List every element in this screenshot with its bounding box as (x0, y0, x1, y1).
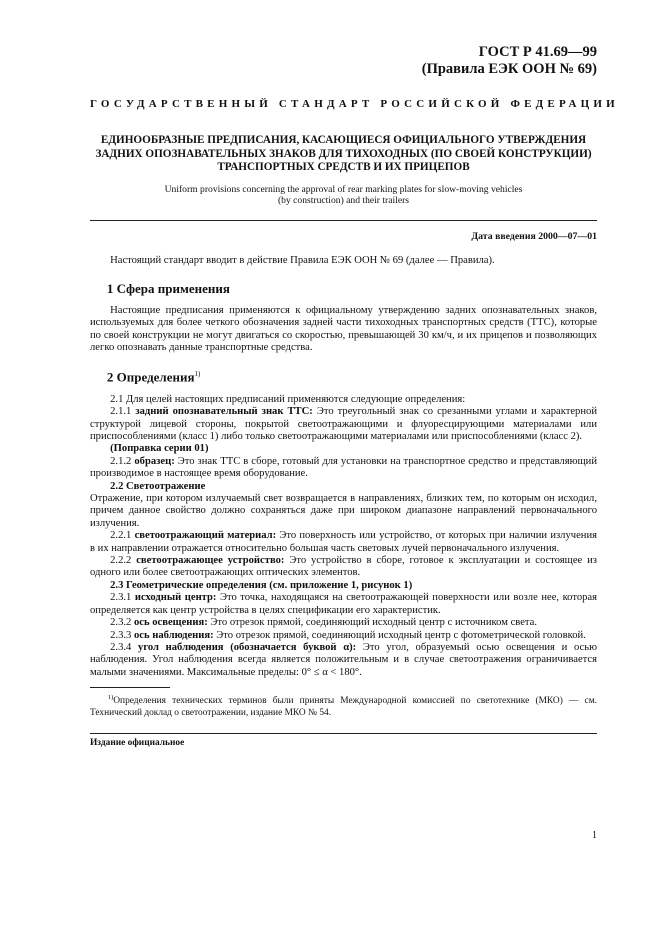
clause-number: 2.3.3 (110, 629, 134, 641)
clause-2-3-heading: 2.3 Геометрические определения (см. приложение 1, рисунок 1) (110, 579, 413, 591)
definition-text: Это отрезок прямой, соединяющий исходный центр с источником света. (207, 617, 538, 629)
defined-term: ось наблюдения: (133, 629, 214, 641)
definition-text: Это точка, находящаяся на светоотражающей поверхности или возле нее, которая определяется как центр устройства в целях спецификации его характеристик. (90, 592, 597, 616)
clause-number: 2.3.4 (110, 641, 139, 653)
definition-text: Это поверхность или устройство, от которых при наличии излучения в их направлении отражается относительно большая часть световых лучей первоначального излучения. (90, 530, 597, 554)
clause-2-1: 2.1 Для целей настоящих предписаний применяются следующие определения: (110, 393, 466, 405)
clause-number: 2.1.1 (110, 406, 136, 418)
defined-term: светоотражающий материал: (134, 530, 277, 542)
footnote (90, 692, 597, 719)
section-1-heading: 1 Сфера применения (106, 280, 230, 296)
footnote-marker: 1) (107, 694, 114, 702)
clause-2-3-4 (90, 642, 597, 679)
clause-2-2-1 (90, 530, 597, 555)
page-number: 1 (592, 830, 597, 841)
section-2-heading (107, 367, 597, 384)
defined-term: исходный центр: (134, 592, 217, 604)
section-2-heading-text: 2 Определения (106, 369, 195, 385)
clause-number: 2.2.2 (110, 555, 137, 567)
footnote-text: Определения технических терминов были приняты Международной комиссией по светотехнике (МКО) — см. Технический доклад о светоотражении, издание МКО № 54. (90, 696, 597, 718)
clause-2-3-2 (90, 617, 597, 629)
clause-2-1-1 (90, 406, 597, 443)
footnote-ref[interactable]: 1) (194, 370, 201, 379)
intro-paragraph: Настоящий стандарт вводит в действие Правила ЕЭК ООН № 69 (далее — Правила). (110, 255, 495, 267)
definition-text: Это знак ТТС в сборе, готовый для установки на транспортное средство и представляющий производимое в настоящее время оборудование. (90, 455, 597, 480)
definition-text: Это отрезок прямой, соединяющий исходный центр с фотометрической головкой. (213, 629, 586, 641)
footnote-divider (90, 687, 170, 688)
clause-number: 2.3.1 (110, 592, 135, 604)
document-title (90, 134, 597, 174)
title-line-1: ЕДИНООБРАЗНЫЕ ПРЕДПИСАНИЯ, КАСАЮЩИЕСЯ ОФИЦИАЛЬНОГО УТВЕРЖДЕНИЯ (100, 134, 587, 147)
clause-number: 2.2.1 (110, 530, 135, 542)
edition-divider (90, 733, 597, 734)
amendment-note: (Поправка серии 01) (110, 443, 209, 455)
title-divider (90, 220, 597, 221)
document-id (90, 44, 597, 78)
clause-2-2-text: Отражение, при котором излучаемый свет возвращается в направлениях, близких тем, по которым он исходил, причем данное свойство должно сохраняться даже при широком диапазоне направлений первоначального излучения. (90, 493, 597, 529)
clause-number: 2.3.2 (110, 617, 134, 629)
clause-2-3-1 (90, 592, 597, 617)
introduction-date: Дата введения 2000—07—01 (471, 231, 597, 243)
defined-term: угол наблюдения (обозначается буквой α): (138, 641, 357, 653)
official-edition-label: Издание официальное (90, 738, 185, 749)
defined-term: светоотражающее устройство: (136, 555, 285, 567)
standard-number: ГОСТ Р 41.69—99 (478, 44, 597, 60)
clause-2-2-2 (90, 555, 597, 580)
english-title-line-2: (by construction) and their trailers (277, 194, 410, 206)
definition-text: Это устройство в сборе, готовое к эксплуатации и состоящее из одного или более светоотражающих оптических элементов. (90, 555, 597, 579)
state-standard-header: ГОСУДАРСТВЕННЫЙ СТАНДАРТ РОССИЙСКОЙ ФЕДЕРАЦИИ (90, 98, 619, 110)
clause-2-2-heading: 2.2 Светоотражение (110, 480, 206, 492)
english-title-line-1: Uniform provisions concerning the approval of rear marking plates for slow-moving vehicles (164, 183, 523, 195)
title-line-2: ЗАДНИХ ОПОЗНАВАТЕЛЬНЫХ ЗНАКОВ ДЛЯ ТИХОХОДНЫХ (ПО СВОЕЙ КОНСТРУКЦИИ) (95, 147, 592, 160)
clause-number: 2.1.2 (110, 455, 135, 467)
english-title (90, 184, 597, 206)
definition-text: Это треугольный знак со срезанными углами и характерной структурой лицевой стороны, покрытой светоотражающими и флуоресцирующими материалами или приспособлениями (класс 1) либо только светоотражающими материалами или приспособлениями (класс 2). (90, 406, 597, 443)
clause-2-1-2 (90, 456, 597, 481)
defined-term: образец: (134, 455, 175, 467)
regulation-number: (Правила ЕЭК ООН № 69) (421, 61, 597, 77)
definition-text: Это угол, образуемый осью освещения и осью наблюдения. Угол наблюдения всегда является положительным и в случае светоотражения ограничивается малыми значениями. Максимальные пределы: 0° ≤ α < 180°. (90, 641, 597, 678)
defined-term: задний опознавательный знак ТТС: (135, 406, 313, 418)
defined-term: ось освещения: (133, 617, 208, 629)
clause-2-3-3 (90, 630, 597, 642)
title-line-3: ТРАНСПОРТНЫХ СРЕДСТВ И ИХ ПРИЦЕПОВ (217, 161, 470, 174)
section-1-text: Настоящие предписания применяются к официальному утверждению задних опознавательных знаков, используемых для более четкого обозначения задней части тихоходных транспортных средств (ТТС), которые по своей конструкции не могут двигаться со скоростью, превышающей 30 км/ч, и их прицепов и позволяющих легко опознавать данные транспортные средства. (90, 304, 597, 354)
